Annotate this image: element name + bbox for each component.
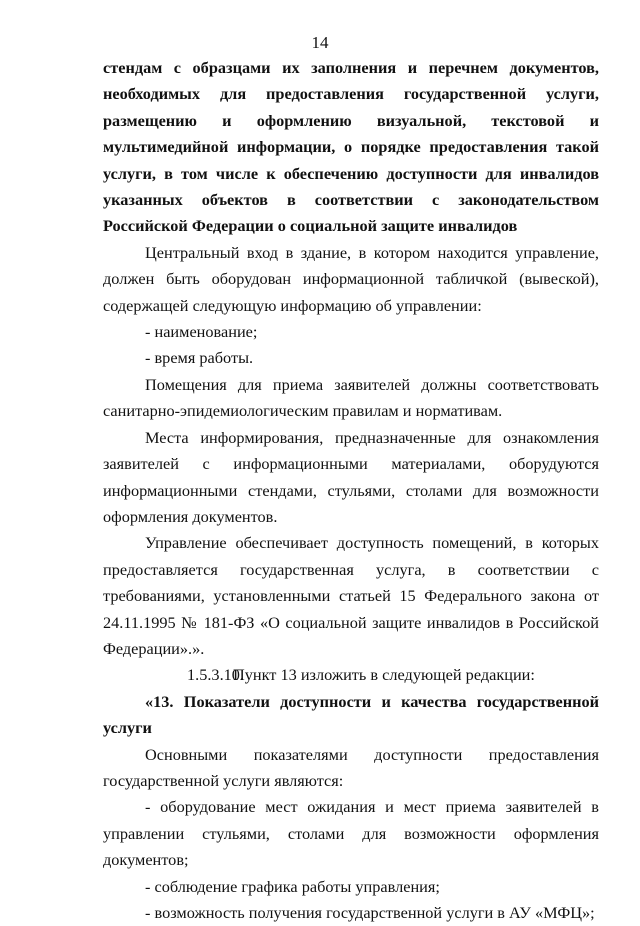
page-number: 14 bbox=[311, 33, 329, 52]
amendment-text: Пункт 13 изложить в следующей редакции: bbox=[233, 665, 535, 685]
point-number: 1.5.3.10. bbox=[187, 665, 244, 685]
list-item-mfc: - возможность получения государственной услуги в АУ «МФЦ»; bbox=[145, 903, 595, 922]
bold-paragraph-requirements: стендам с образцами их заполнения и перечнем документов, необходимых для предоставления государственной услуги, размещению и оформлению визуальной, текстовой и мультимедийной информации, о порядке предоставления такой услуги, в том числе к обеспечению доступности для инвалидов указанных объектов в соответствии с законодательством Российской Федерации о социальной защите инвалидов bbox=[103, 58, 599, 236]
paragraph-central-entrance: Центральный вход в здание, в котором находится управление, должен быть оборудован информационной табличкой (вывеской), содержащей следующую информацию об управлении: bbox=[103, 242, 599, 315]
section-heading: «13. Показатели доступности и качества государственной услуги bbox=[103, 691, 599, 738]
list-item-equipment: - оборудование мест ожидания и мест приема заявителей в управлении стульями, столами для возможности оформления документов; bbox=[103, 797, 599, 870]
list-item-schedule: - соблюдение графика работы управления; bbox=[145, 876, 440, 896]
paragraph-amendment bbox=[103, 662, 599, 688]
list-item-name: - наименование; bbox=[145, 322, 258, 342]
paragraph-premises: Помещения для приема заявителей должны соответствовать санитарно-эпидемиологическим правилам и нормативам. bbox=[103, 374, 599, 421]
paragraph-accessibility: Управление обеспечивает доступность помещений, в которых предоставляется государственная услуга, в соответствии с требованиями, установленными статьей 15 Федерального закона от 24.11.1995 № 181-ФЗ «О социальной защите инвалидов в Российской Федерации».». bbox=[103, 533, 599, 658]
document-body bbox=[103, 55, 599, 926]
paragraph-info-places: Места информирования, предназначенные для ознакомления заявителей с информационными материалами, оборудуются информационными стендами, стульями, столами для возможности оформления документов. bbox=[103, 427, 599, 526]
list-item-work-time: - время работы. bbox=[145, 348, 254, 368]
paragraph-indicators: Основными показателями доступности предоставления государственной услуги являются: bbox=[103, 744, 599, 790]
